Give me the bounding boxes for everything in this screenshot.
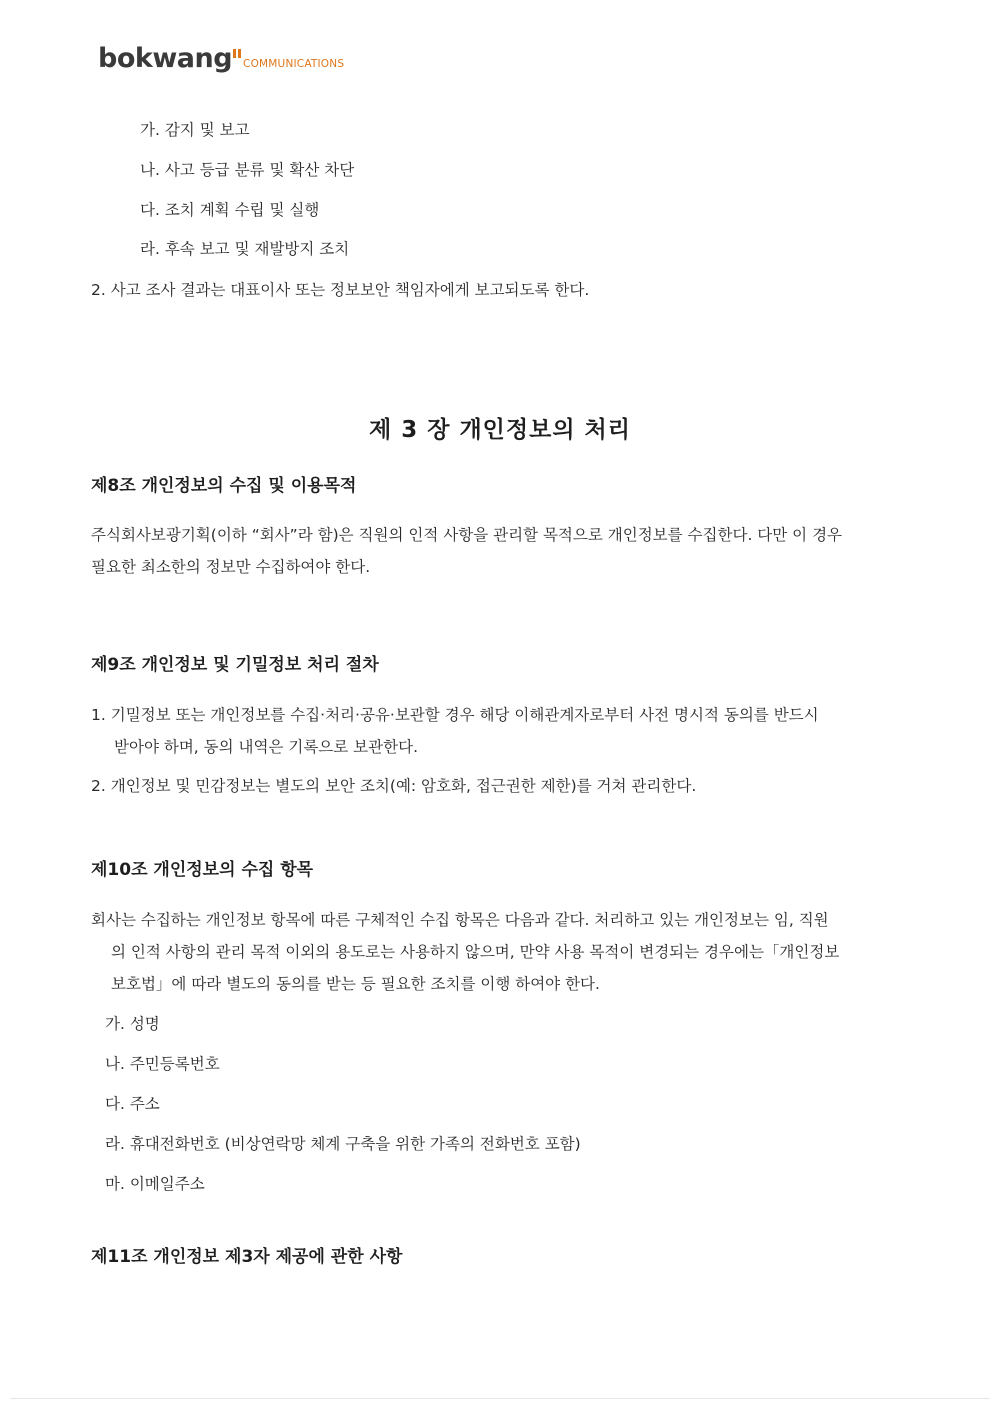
page-bottom-divider bbox=[10, 1398, 990, 1399]
article-8-heading: 제8조 개인정보의 수집 및 이용목적 bbox=[91, 476, 357, 496]
list-item: 라. 후속 보고 및 재발방지 조치 bbox=[140, 240, 350, 258]
logo-wordmark: bokwang bbox=[98, 43, 233, 74]
numbered-item: 2. 사고 조사 결과는 대표이사 또는 정보보안 책임자에게 보고되도록 한다. bbox=[91, 281, 590, 299]
article-10-heading: 제10조 개인정보의 수집 항목 bbox=[91, 860, 314, 880]
article-9-heading: 제9조 개인정보 및 기밀정보 처리 절차 bbox=[91, 655, 379, 675]
company-logo bbox=[98, 44, 344, 74]
list-item: 마. 이메일주소 bbox=[105, 1175, 205, 1193]
numbered-item: 2. 개인정보 및 민감정보는 별도의 보안 조치(예: 암호화, 접근권한 제한)를 거쳐 관리한다. bbox=[91, 777, 697, 795]
numbered-item-continuation: 받아야 하며, 동의 내역은 기록으로 보관한다. bbox=[114, 738, 419, 756]
paragraph-line: 회사는 수집하는 개인정보 항목에 따른 구체적인 수집 항목은 다음과 같다. 처리하고 있는 개인정보는 임, 직원 bbox=[91, 911, 829, 929]
logo-subtitle: COMMUNICATIONS bbox=[243, 58, 345, 70]
paragraph-line: 필요한 최소한의 정보만 수집하여야 한다. bbox=[91, 558, 371, 576]
list-item: 가. 감지 및 보고 bbox=[140, 121, 250, 139]
chapter-title: 제 3 장 개인정보의 처리 bbox=[369, 417, 631, 443]
paragraph-line: 보호법」에 따라 별도의 동의를 받는 등 필요한 조치를 이행 하여야 한다. bbox=[111, 975, 600, 993]
article-11-heading: 제11조 개인정보 제3자 제공에 관한 사항 bbox=[91, 1247, 403, 1267]
list-item: 라. 휴대전화번호 (비상연락망 체계 구축을 위한 가족의 전화번호 포함) bbox=[105, 1135, 581, 1153]
list-item: 나. 주민등록번호 bbox=[105, 1055, 220, 1073]
numbered-item: 1. 기밀정보 또는 개인정보를 수집·처리·공유·보관할 경우 해당 이해관계자로부터 사전 명시적 동의를 반드시 bbox=[91, 706, 819, 724]
paragraph-line: 의 인적 사항의 관리 목적 이외의 용도로는 사용하지 않으며, 만약 사용 목적이 변경되는 경우에는「개인정보 bbox=[111, 943, 840, 961]
list-item: 다. 주소 bbox=[105, 1095, 160, 1113]
logo-mark-icon bbox=[233, 49, 241, 58]
list-item: 가. 성명 bbox=[105, 1015, 160, 1033]
list-item: 다. 조치 계획 수립 및 실행 bbox=[140, 201, 320, 219]
list-item: 나. 사고 등급 분류 및 확산 차단 bbox=[140, 161, 355, 179]
paragraph-line: 주식회사보광기획(이하 “회사”라 함)은 직원의 인적 사항을 관리할 목적으로 개인정보를 수집한다. 다만 이 경우 bbox=[91, 526, 843, 544]
